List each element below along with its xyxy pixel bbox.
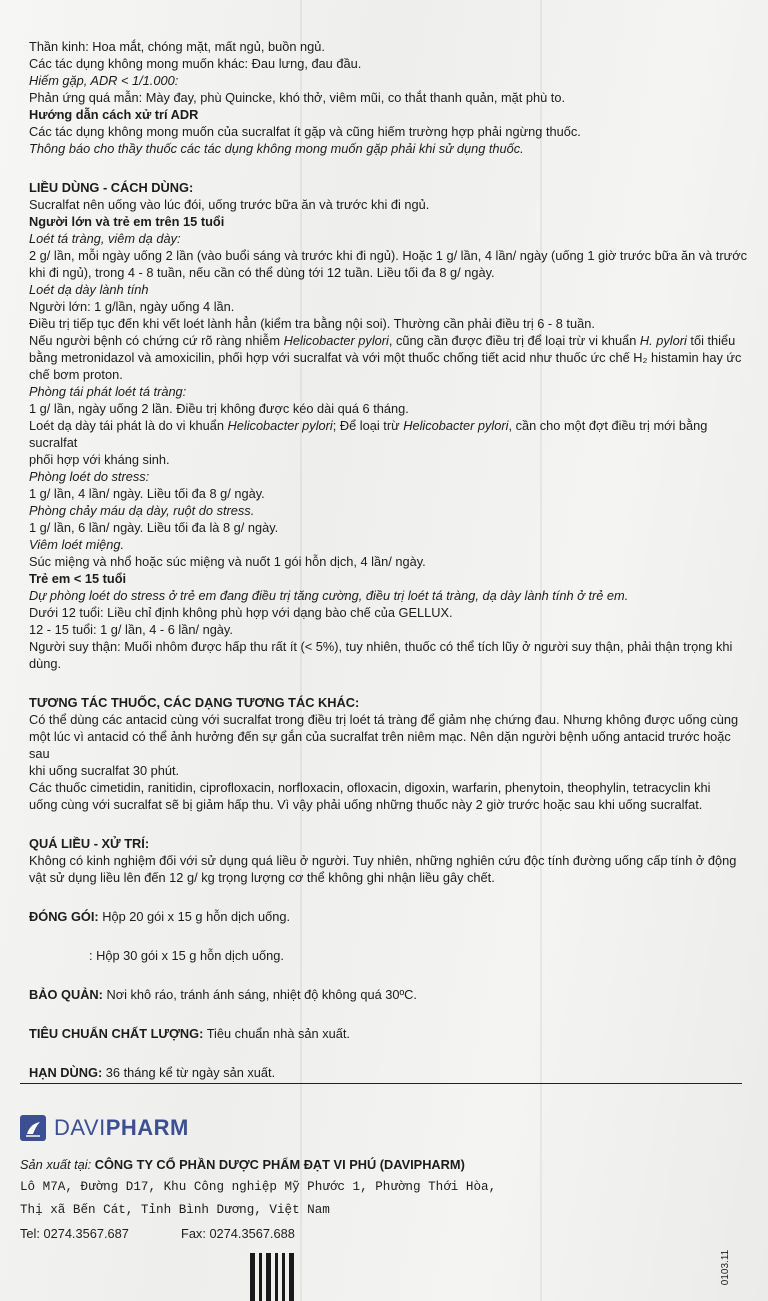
packaging-line-2: : Hộp 30 gói x 15 g hỗn dịch uống. — [89, 948, 284, 963]
benign-text: Người lớn: 1 g/lần, ngày uống 4 lần. — [29, 299, 235, 314]
renal-text: Người suy thận: Muối nhôm được hấp thu rất ít (< 5%), tuy nhiên, thuốc có thể tích lũy ở người suy thận, phải thận trọng khi — [29, 639, 733, 654]
benign-heading: Loét dạ dày lành tính — [29, 282, 149, 297]
stress-text: 1 g/ lần, 4 lần/ ngày. Liều tối đa 8 g/ ngày. — [29, 486, 265, 501]
overdose-heading: QUÁ LIỀU - XỬ TRÍ: — [29, 836, 150, 851]
interactions-text: Các thuốc cimetidin, ranitidin, ciprofloxacin, norfloxacin, ofloxacin, digoxin, warfarin, phenytoin, theophylin, tetracyclin khi — [29, 780, 711, 795]
bleed-heading: Phòng chảy máu dạ dày, ruột do stress. — [29, 503, 255, 518]
manufacturer-address: Lô M7A, Đường D17, Khu Công nghiệp Mỹ Phước 1, Phường Thới Hòa, — [20, 1180, 497, 1194]
interactions-text: khi uống sucralfat 30 phút. — [29, 763, 180, 778]
hp-text: Nếu người bệnh có chứng cứ rõ ràng nhiễm Helicobacter pylori, cũng cần được điều trị để loại trừ vi khuẩn H. pylori tối thiểu — [29, 333, 736, 348]
leaflet-text — [29, 38, 754, 1081]
overdose-text: vật sử dụng liều lên đến 12 g/ kg trọng lượng cơ thể không ghi nhận liều gây chết. — [29, 870, 495, 885]
dosage-intro: Sucralfat nên uống vào lúc đói, uống trước bữa ăn và trước khi đi ngủ. — [29, 197, 430, 212]
pharmacode-bars — [250, 1253, 298, 1301]
adr-handling-text: Các tác dụng không mong muốn của sucralfat ít gặp và cũng hiếm trường hợp phải ngừng thuốc. — [29, 124, 581, 139]
lot-code: 0103.11 — [720, 1249, 732, 1286]
storage-line: BẢO QUẢN: Nơi khô ráo, tránh ánh sáng, nhiệt độ không quá 30ºC. — [29, 987, 417, 1002]
hp-text: bằng metronidazol và amoxicilin, phối hợp với sucralfat và với một thuốc chống tiết acid như thuốc ức chế H₂ histamin hay ức — [29, 350, 742, 365]
adults-heading: Người lớn và trẻ em trên 15 tuổi — [29, 214, 225, 229]
adr-rare-text: Phản ứng quá mẫn: Mày đay, phù Quincke, khó thở, viêm mũi, co thắt thanh quản, mặt phù to. — [29, 90, 566, 105]
mouth-text: Súc miệng và nhổ hoặc súc miệng và nuốt 1 gói hỗn dịch, 4 lần/ ngày. — [29, 554, 426, 569]
ulcer-text: khi đi ngủ), trong 4 - 8 tuần, nếu cần có thể dùng tới 12 tuần. Liều tối đa 8 g/ ngày. — [29, 265, 495, 280]
fax-number: Fax: 0274.3567.688 — [181, 1226, 295, 1241]
tel-number: Tel: 0274.3567.687 — [20, 1226, 129, 1241]
interactions-text: Có thể dùng các antacid cùng với sucralfat trong điều trị loét tá tràng để giảm nhẹ chứng đau. Nhưng không được uống cùng — [29, 712, 739, 727]
relapse-hp-text: Loét dạ dày tái phát là do vi khuẩn Helicobacter pylori; Để loại trừ Helicobacter pylori, cần cho một đợt điều trị mới bằng sucralfat — [29, 418, 708, 450]
interactions-text: uống cùng với sucralfat sẽ bị giảm hấp thu. Vì vậy phải uống những thuốc này 2 giờ trước hoặc sau khi uống sucralfat. — [29, 797, 703, 812]
adr-rare-heading: Hiếm gặp, ADR < 1/1.000: — [29, 73, 179, 88]
overdose-text: Không có kinh nghiệm đối với sử dụng quá liều ở người. Tuy nhiên, những nghiên cứu độc tính đường uống cấp tính ở động — [29, 853, 737, 868]
child-italic: Dự phòng loét do stress ở trẻ em đang điều trị tăng cường, điều trị loét tá tràng, dạ dày lành tính ở trẻ em. — [29, 588, 629, 603]
child-under-12: Dưới 12 tuổi: Liều chỉ định không phù hợp với dạng bào chế của GELLUX. — [29, 605, 453, 620]
continue-text: Điều trị tiếp tục đến khi vết loét lành hẳn (kiểm tra bằng nội soi). Thường cần phải điều trị 6 - 8 tuần. — [29, 316, 595, 331]
section-divider — [20, 1083, 742, 1084]
manufacturer-line: Sản xuất tại: CÔNG TY CỔ PHẦN DƯỢC PHẨM ĐẠT VI PHÚ (DAVIPHARM) — [20, 1157, 465, 1172]
interactions-text: một lúc vì antacid có thể ảnh hưởng đến sự gắn của sucralfat trên niêm mạc. Nên dặn người bệnh uống antacid trước hoặc sau — [29, 729, 731, 761]
adr-line: Các tác dụng không mong muốn khác: Đau lưng, đau đầu. — [29, 56, 362, 71]
quality-line: TIÊU CHUẨN CHẤT LƯỢNG: Tiêu chuẩn nhà sản xuất. — [29, 1026, 350, 1041]
manufacturer-contact — [20, 1222, 580, 1245]
brand-name: DAVIPHARM — [54, 1115, 189, 1140]
ulcer-text: 2 g/ lần, mỗi ngày uống 2 lần (vào buổi sáng và trước khi đi ngủ). Hoặc 1 g/ lần, 4 lần/ ngày (uống 1 giờ trước bữa ăn và trước — [29, 248, 748, 263]
bleed-text: 1 g/ lần, 6 lần/ ngày. Liều tối đa là 8 g/ ngày. — [29, 520, 279, 535]
hp-text: chế bơm proton. — [29, 367, 123, 382]
interactions-heading: TƯƠNG TÁC THUỐC, CÁC DẠNG TƯƠNG TÁC KHÁC: — [29, 695, 360, 710]
relapse-text: 1 g/ lần, ngày uống 2 lần. Điều trị không được kéo dài quá 6 tháng. — [29, 401, 409, 416]
packaging-line: ĐÓNG GÓI: Hộp 20 gói x 15 g hỗn dịch uống. — [29, 909, 291, 924]
relapse-hp-text: phối hợp với kháng sinh. — [29, 452, 170, 467]
mouth-heading: Viêm loét miệng. — [29, 537, 125, 552]
adr-handling-heading: Hướng dẫn cách xử trí ADR — [29, 107, 199, 122]
dosage-heading: LIỀU DÙNG - CÁCH DÙNG: — [29, 180, 194, 195]
relapse-heading: Phòng tái phát loét tá tràng: — [29, 384, 187, 399]
stress-heading: Phòng loét do stress: — [29, 469, 150, 484]
manufacturer-info — [20, 1153, 580, 1245]
expiry-line: HẠN DÙNG: 36 tháng kể từ ngày sản xuất. — [29, 1065, 276, 1080]
child-heading: Trẻ em < 15 tuổi — [29, 571, 127, 586]
davipharm-logo-icon — [20, 1115, 46, 1141]
ulcer-heading: Loét tá tràng, viêm dạ dày: — [29, 231, 181, 246]
adr-notify-text: Thông báo cho thầy thuốc các tác dụng không mong muốn gặp phải khi sử dụng thuốc. — [29, 141, 524, 156]
adr-line: Thần kinh: Hoa mắt, chóng mặt, mất ngủ, buồn ngủ. — [29, 39, 325, 54]
manufacturer-address: Thị xã Bến Cát, Tỉnh Bình Dương, Việt Nam — [20, 1203, 330, 1217]
child-12-15: 12 - 15 tuổi: 1 g/ lần, 4 - 6 lần/ ngày. — [29, 622, 233, 637]
davipharm-logo — [20, 1115, 189, 1141]
renal-text: dùng. — [29, 656, 62, 671]
